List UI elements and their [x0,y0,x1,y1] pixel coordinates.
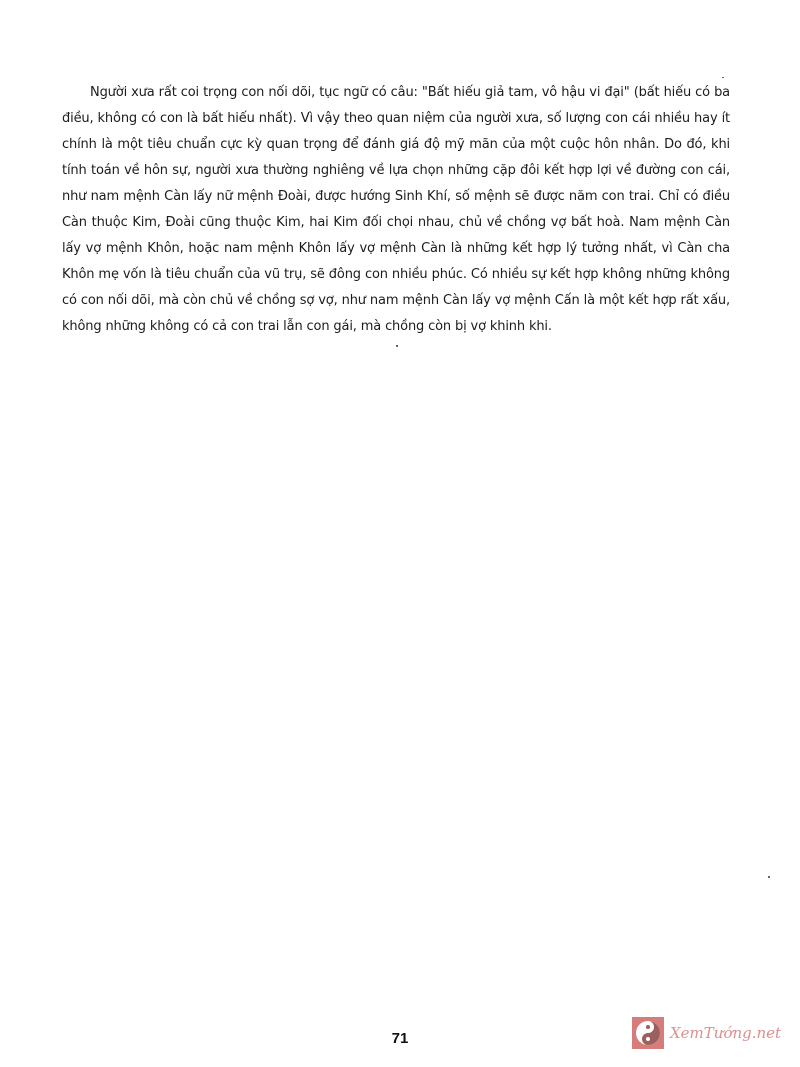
scan-speck [768,876,770,878]
yin-yang-icon [632,1017,664,1049]
scan-speck [722,77,724,78]
page-number: 71 [391,1030,409,1047]
watermark-text: XemTướng.net [670,1024,782,1042]
scan-speck [396,345,398,347]
watermark-logo [632,1016,792,1050]
body-paragraph: Người xưa rất coi trọng con nối dõi, tục ngữ có câu: "Bất hiếu giả tam, vô hậu vi đại" (bất hiếu có ba điều, không có con là bất hiếu nhất). Vì vậy theo quan niệm của người xưa, số lượng con cái nhiều hay ít chính là một tiêu chuẩn cực kỳ quan trọng để đánh giá độ mỹ mãn của một cuộc hôn nhân. Do đó, khi tính toán về hôn sự, người xưa thường nghiêng về lựa chọn những cặp đôi kết hợp lợi về đường con cái, như nam mệnh Càn lấy nữ mệnh Đoài, được hướng Sinh Khí, số mệnh sẽ được năm con trai. Chỉ có điều Càn thuộc Kim, Đoài cũng thuộc Kim, hai Kim đối chọi nhau, chủ về chồng vợ bất hoà. Nam mệnh Càn lấy vợ mệnh Khôn, hoặc nam mệnh Khôn lấy vợ mệnh Càn là những kết hợp lý tưởng nhất, vì Càn cha Khôn mẹ vốn là tiêu chuẩn của vũ trụ, sẽ đông con nhiều phúc. Có nhiều sự kết hợp không những không có con nối dõi, mà còn chủ về chồng sợ vợ, như nam mệnh Càn lấy vợ mệnh Cấn là một kết hợp rất xấu, không những không có cả con trai lẫn con gái, mà chồng còn bị vợ khinh khi. [62,85,730,334]
